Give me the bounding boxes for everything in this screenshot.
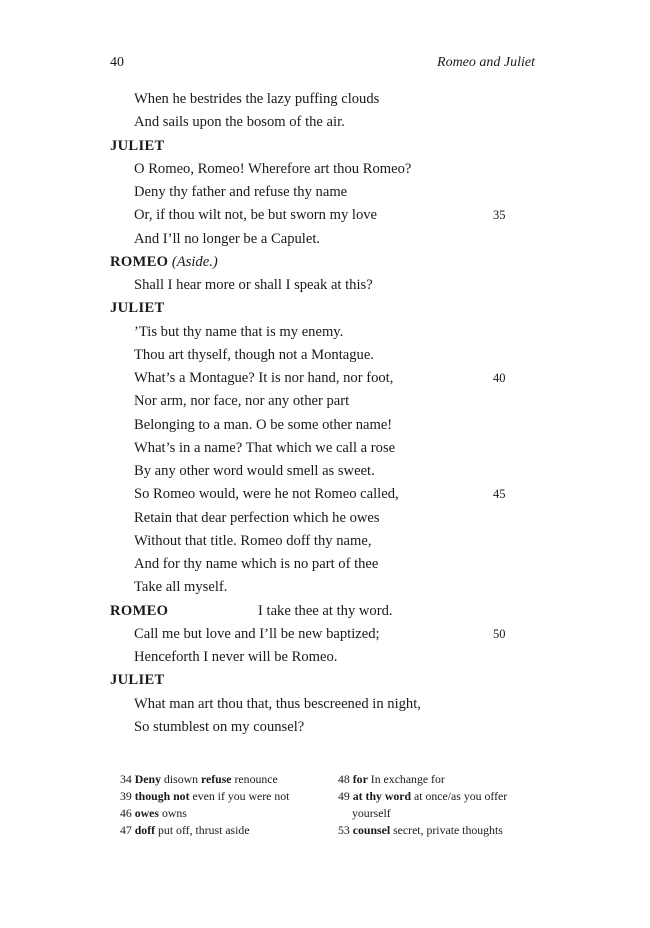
verse-line [110,158,535,181]
verse-text: Without that title. Romeo doff thy name, [134,532,372,549]
footnote-number: 48 [338,772,350,786]
verse-line [110,716,535,739]
footnote-gloss: owns [161,806,187,820]
speech-heading [110,297,535,320]
stage-direction: (Aside.) [171,253,218,270]
footnote-number: 34 [120,772,132,786]
footnote-lemma: at thy word [352,789,412,803]
verse-text: ’Tis but thy name that is my enemy. [134,323,344,340]
running-title: Romeo and Juliet [437,55,535,70]
footnotes-left-column [120,771,335,839]
verse-text: By any other word would smell as sweet. [134,463,375,479]
footnote-lemma: counsel [352,823,391,837]
verse-line [110,228,535,251]
page-header [110,55,535,75]
verse-line [110,367,535,390]
speaker-name: ROMEO [110,253,169,270]
verse-line [110,530,535,553]
verse-text: Or, if thou wilt not, be but sworn my love [134,207,378,224]
line-number: 35 [493,208,506,223]
verse-text: So Romeo would, were he not Romeo called, [134,486,399,503]
line-number: 45 [493,487,506,502]
footnote-gloss: secret, private thoughts [393,823,503,837]
footnote [120,805,335,822]
footnote-gloss-continued: yourself [352,806,391,820]
footnote-lemma: refuse [200,772,232,786]
footnote-gloss: renounce [234,772,278,786]
footnote-number: 49 [338,789,350,803]
footnote-gloss: at once/as you offer [414,789,508,803]
verse-text: Thou art thyself, though not a Montague. [134,346,374,363]
verse-line [110,576,535,599]
footnote-number: 47 [120,823,132,837]
footnote-gloss: even if you were not [192,789,290,803]
verse-text: Take all myself. [134,579,228,596]
speech-heading [110,135,535,158]
footnote [120,771,335,788]
verse-text: Henceforth I never will be Romeo. [134,649,338,665]
verse-line [110,483,535,506]
verse-line [110,204,535,227]
verse-line [110,321,535,344]
verse-line [110,623,535,646]
page-number: 40 [110,55,124,70]
verse-text: And sails upon the bosom of the air. [134,114,345,131]
speech-heading [110,600,535,623]
verse-text: What man art thou that, thus bescreened in night, [134,695,421,712]
verse-text: When he bestrides the lazy puffing clouds [134,91,380,107]
footnote [120,822,335,839]
verse-line [110,344,535,367]
footnote-number: 39 [120,789,132,803]
footnote-lemma: Deny [134,772,161,786]
verse-line [110,693,535,716]
footnote-lemma: for [352,772,368,786]
footnote-lemma: doff [134,823,156,837]
speech-heading [110,669,535,692]
footnote [338,771,528,788]
verse-line [110,414,535,437]
line-number: 50 [493,626,506,641]
verse-line [110,646,535,669]
footnote-gloss: put off, thrust aside [158,823,250,837]
verse-text: So stumblest on my counsel? [134,718,305,735]
footnote-lemma: though not [134,789,190,803]
footnote-gloss: disown [163,772,199,786]
footnote-number: 46 [120,806,132,820]
speaker-name: JULIET [110,672,165,689]
footnote [338,822,528,839]
verse-text: Call me but love and I’ll be new baptized; [134,625,380,642]
line-number: 40 [493,371,506,385]
verse-line [110,88,535,111]
verse-text: Deny thy father and refuse thy name [134,184,348,200]
verse-line [110,437,535,460]
verse-line [110,460,535,483]
verse-text: What’s in a name? That which we call a rose [134,439,396,456]
verse-line [110,553,535,576]
verse-text: And I’ll no longer be a Capulet. [134,230,321,247]
verse-line [110,274,535,297]
footnote-gloss: In exchange for [370,772,445,786]
footnote-number: 53 [338,823,350,837]
speaker-name: JULIET [110,137,165,154]
footnotes-right-column [338,771,528,839]
verse-text: O Romeo, Romeo! Wherefore art thou Romeo? [134,160,412,177]
footnote [338,788,528,822]
speaker-name: ROMEO [110,602,169,619]
play-text [110,88,535,739]
verse-text: And for thy name which is no part of thee [134,556,379,572]
verse-line [110,390,535,413]
verse-text: What’s a Montague? It is nor hand, nor foot, [134,370,394,386]
footnote [120,788,335,805]
speech-heading [110,251,535,274]
split-verse-line: I take thee at thy word. [258,602,393,619]
speaker-name: JULIET [110,300,165,317]
verse-line [110,507,535,530]
verse-line [110,111,535,134]
verse-text: Nor arm, nor face, nor any other part [134,393,350,410]
verse-text: Belonging to a man. O be some other name! [134,416,393,433]
verse-text: Shall I hear more or shall I speak at this? [134,277,373,293]
verse-text: Retain that dear perfection which he owes [134,509,380,526]
footnote-lemma: owes [134,806,159,820]
verse-line [110,181,535,204]
